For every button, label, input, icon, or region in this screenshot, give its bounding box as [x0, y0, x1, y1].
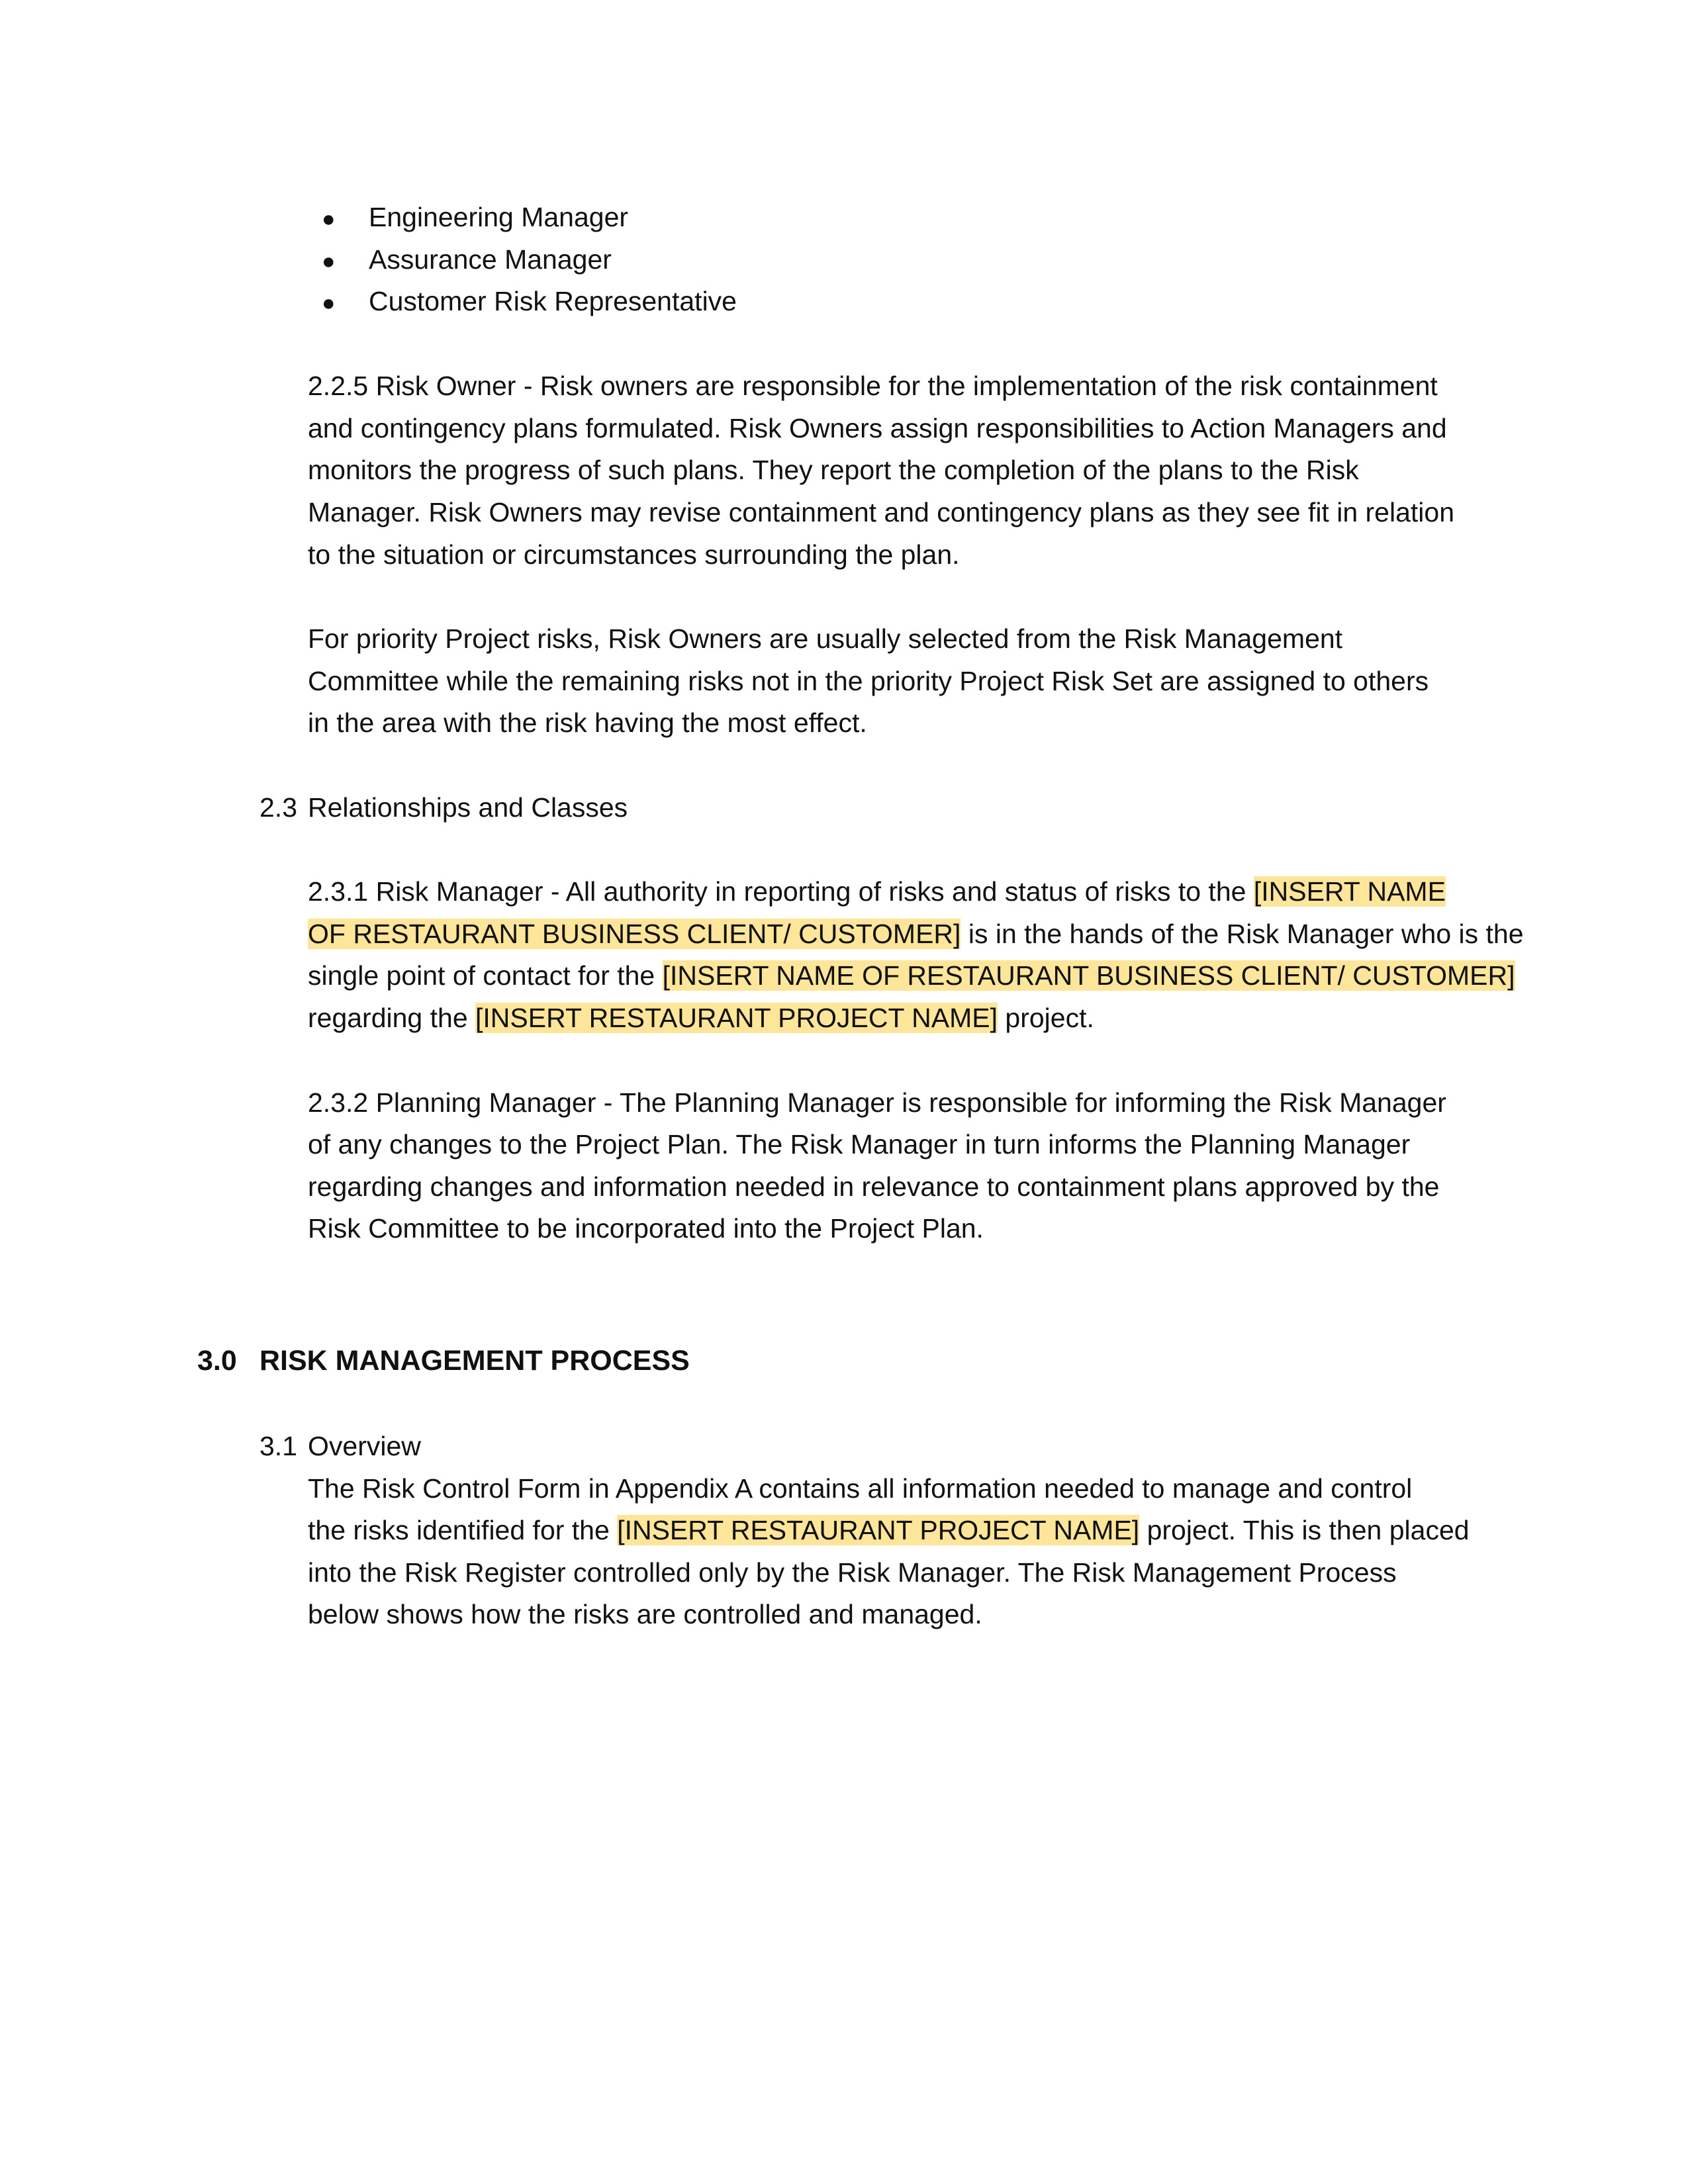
paragraph-line: For priority Project risks, Risk Owners are usually selected from the Risk Management	[308, 623, 1343, 654]
section-title: RISK MANAGEMENT PROCESS	[259, 1345, 690, 1377]
placeholder-highlight: [INSERT RESTAURANT PROJECT NAME]	[475, 1003, 998, 1033]
bullet-dot-icon: ●	[322, 249, 336, 274]
paragraph-line	[308, 921, 1524, 948]
paragraph-line: The Risk Control Form in Appendix A contains all information needed to manage and control	[308, 1473, 1413, 1504]
paragraph-line: and contingency plans formulated. Risk Owners assign responsibilities to Action Managers and	[308, 413, 1447, 443]
paragraph-line: Risk Committee to be incorporated into the Project Plan.	[308, 1213, 984, 1244]
paragraph-line: into the Risk Register controlled only by the Risk Manager. The Risk Management Process	[308, 1557, 1397, 1588]
paragraph-text: the risks identified for the	[308, 1515, 618, 1545]
placeholder-highlight: OF RESTAURANT BUSINESS CLIENT/ CUSTOMER]	[308, 919, 961, 949]
paragraph-line: regarding changes and information needed in relevance to containment plans approved by the	[308, 1171, 1440, 1202]
paragraph-line: below shows how the risks are controlled and managed.	[308, 1599, 982, 1629]
paragraph-line: in the area with the risk having the most effect.	[308, 707, 867, 738]
section-title: Overview	[308, 1431, 421, 1461]
bullet-dot-icon: ●	[322, 206, 336, 232]
placeholder-highlight: [INSERT RESTAURANT PROJECT NAME]	[617, 1515, 1140, 1545]
paragraph-line	[308, 1517, 1470, 1544]
placeholder-highlight: [INSERT NAME OF RESTAURANT BUSINESS CLIENT/ CUSTOMER]	[662, 960, 1515, 991]
paragraph-text: project.	[998, 1003, 1094, 1033]
paragraph-line: Manager. Risk Owners may revise containment and contingency plans as they see fit in relation	[308, 497, 1454, 527]
list-item: Customer Risk Representative	[369, 286, 737, 316]
paragraph-line	[308, 1005, 1094, 1032]
section-number: 3.0	[197, 1345, 237, 1377]
paragraph-text: single point of contact for the	[308, 960, 663, 991]
paragraph-text: is in the hands of the Risk Manager who is the	[961, 919, 1524, 949]
list-item: Assurance Manager	[369, 244, 612, 275]
paragraph-line: to the situation or circumstances surrounding the plan.	[308, 539, 960, 570]
section-number: 2.3	[259, 792, 297, 823]
paragraph-text: 2.3.1 Risk Manager - All authority in reporting of risks and status of risks to the	[308, 876, 1254, 907]
paragraph-text: project. This is then placed	[1139, 1515, 1470, 1545]
paragraph-line: 2.2.5 Risk Owner - Risk owners are responsible for the implementation of the risk containment	[308, 371, 1438, 401]
paragraph-line: of any changes to the Project Plan. The Risk Manager in turn informs the Planning Manager	[308, 1129, 1411, 1160]
bullet-dot-icon: ●	[322, 291, 336, 316]
list-item: Engineering Manager	[369, 202, 629, 232]
paragraph-line: Committee while the remaining risks not in the priority Project Risk Set are assigned to others	[308, 666, 1429, 696]
paragraph-text: regarding the	[308, 1003, 476, 1033]
section-number: 3.1	[259, 1431, 297, 1461]
placeholder-highlight: [INSERT NAME	[1253, 876, 1446, 907]
paragraph-line: monitors the progress of such plans. They report the completion of the plans to the Risk	[308, 455, 1359, 485]
paragraph-line: 2.3.2 Planning Manager - The Planning Manager is responsible for informing the Risk Manager	[308, 1087, 1446, 1118]
section-title: Relationships and Classes	[308, 792, 628, 823]
paragraph-line	[308, 878, 1446, 905]
paragraph-line	[308, 962, 1515, 989]
